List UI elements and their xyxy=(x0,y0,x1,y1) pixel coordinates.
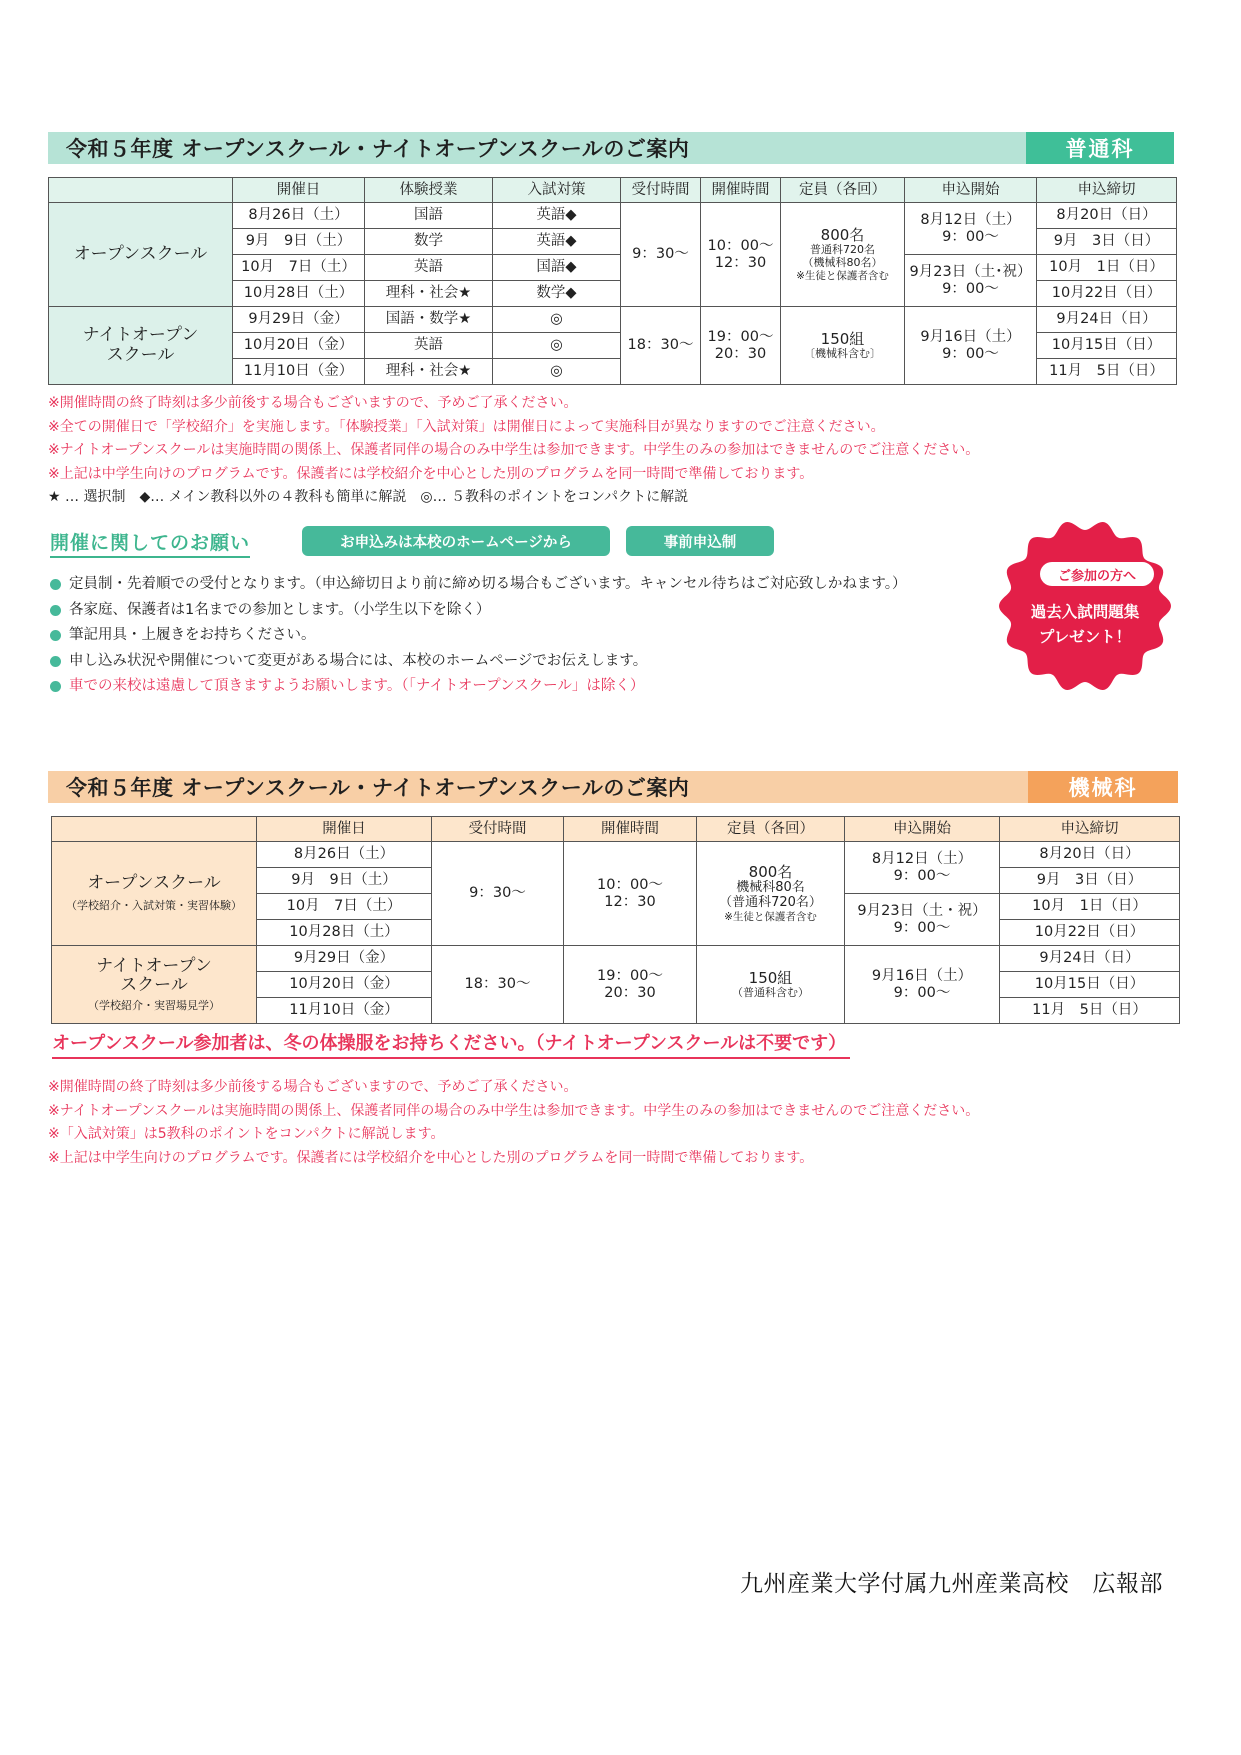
application-start xyxy=(845,894,1000,946)
badge-text-line1: 過去入試問題集 xyxy=(1030,603,1140,621)
event-time-end: 12：30 xyxy=(604,893,656,910)
reception-time: 18：30～ xyxy=(432,946,564,1024)
application-start xyxy=(905,203,1037,255)
event-time-end: 20：30 xyxy=(714,345,767,362)
event-time xyxy=(564,842,697,946)
event-date: 9月29日（金） xyxy=(257,946,432,972)
application-deadline: 10月22日（日） xyxy=(1037,281,1177,307)
kikai-notes xyxy=(48,1076,979,1170)
exam-prep: ◎ xyxy=(493,307,621,333)
header-cell: 受付時間 xyxy=(621,178,701,203)
event-time xyxy=(701,203,781,307)
table-header-row xyxy=(52,817,1180,842)
list-item-text: 各家庭、保護者は1名までの参加とします。（小学生以下を除く） xyxy=(69,601,491,618)
note-line: ※開催時間の終了時刻は多少前後する場合もございますので、予めご了承ください。 xyxy=(48,1079,578,1095)
event-date: 9月 9日（土） xyxy=(233,229,365,255)
exam-prep: ◎ xyxy=(493,333,621,359)
application-start-date: 8月12日（土） xyxy=(871,850,973,867)
header-cell: 申込締切 xyxy=(1000,817,1180,842)
application-deadline: 9月 3日（日） xyxy=(1037,229,1177,255)
night-school-label-line1: ナイトオープン xyxy=(82,324,199,345)
application-deadline: 8月20日（日） xyxy=(1000,842,1180,868)
application-start-date: 9月23日（土･祝） xyxy=(909,263,1032,280)
header-cell: 開催日 xyxy=(233,178,365,203)
capacity-total: 150組 xyxy=(748,968,793,987)
application-start-time: 9：00～ xyxy=(893,919,951,936)
trial-lesson: 理科・社会★ xyxy=(365,359,493,385)
event-time-start: 19：00～ xyxy=(597,967,663,984)
event-time-start: 19：00～ xyxy=(707,328,774,345)
application-deadline: 10月15日（日） xyxy=(1000,972,1180,998)
bullet-icon xyxy=(50,681,61,692)
bullet-icon xyxy=(50,605,61,616)
capacity-total: 800名 xyxy=(820,226,865,245)
header-cell: 申込開始 xyxy=(905,178,1037,203)
event-date: 10月28日（土） xyxy=(257,920,432,946)
application-start-time: 9：00～ xyxy=(942,280,999,297)
application-start-time: 9：00～ xyxy=(942,228,999,245)
application-start-date: 9月16日（土） xyxy=(871,967,973,984)
capacity-detail: （機械科80名） xyxy=(802,256,883,270)
kikai-section-header xyxy=(48,771,1178,803)
capacity xyxy=(697,842,845,946)
night-school-label-line1: ナイトオープン xyxy=(96,955,212,976)
footer-credit: 九州産業大学付属九州産業高校 広報部 xyxy=(740,1571,1163,1597)
apply-via-website-label: お申込みは本校のホームページから xyxy=(302,526,610,556)
trial-lesson: 国語 xyxy=(365,203,493,229)
reception-time: 9：30～ xyxy=(432,842,564,946)
capacity-detail: （普通科720名） xyxy=(719,895,822,911)
kikai-dept-badge: 機械科 xyxy=(1028,771,1178,803)
exam-prep: ◎ xyxy=(493,359,621,385)
night-school-label-line2: スクール xyxy=(120,975,188,996)
trial-lesson: 英語 xyxy=(365,333,493,359)
application-deadline: 9月24日（日） xyxy=(1037,307,1177,333)
event-time-end: 20：30 xyxy=(604,984,656,1001)
exam-prep: 国語◆ xyxy=(493,255,621,281)
application-start-date: 9月16日（土） xyxy=(920,328,1021,345)
note-line: ※「入試対策」は5教科のポイントをコンパクトに解説します。 xyxy=(48,1126,445,1142)
list-item xyxy=(50,572,907,598)
application-start-date: 9月23日（土・祝） xyxy=(857,902,987,919)
open-school-label: オープンスクール xyxy=(49,203,233,307)
capacity-total: 800名 xyxy=(748,862,793,881)
table-row xyxy=(52,842,1180,868)
event-date: 9月 9日（土） xyxy=(257,868,432,894)
futsuka-section-title: 令和５年度 オープンスクール・ナイトオープンスクールのご案内 xyxy=(66,137,690,161)
legend-line: ★ … 選択制 ◆… メイン教科以外の４教科も簡単に解説 ◎… ５教科のポイントをコンパクトに解説 xyxy=(48,489,689,505)
application-deadline: 11月 5日（日） xyxy=(1000,998,1180,1024)
application-start xyxy=(905,255,1037,307)
list-item-text: 申し込み状況や開催について変更がある場合には、本校のホームページでお伝えします。 xyxy=(69,652,648,669)
event-time-end: 12：30 xyxy=(714,254,767,271)
event-time-start: 10：00～ xyxy=(597,876,663,893)
header-cell: 開催時間 xyxy=(564,817,697,842)
header-cell: 定員（各回） xyxy=(697,817,845,842)
request-list xyxy=(50,572,907,700)
table-row xyxy=(49,307,1177,333)
application-deadline: 9月 3日（日） xyxy=(1000,868,1180,894)
night-school-label-sub: （学校紹介・実習場見学） xyxy=(88,998,220,1012)
kikai-schedule-table xyxy=(51,816,1180,1024)
header-cell: 入試対策 xyxy=(493,178,621,203)
note-line: ※全ての開催日で「学校紹介」を実施します。「体験授業」「入試対策」は開催日によって実施科目が異なりますのでご注意ください。 xyxy=(48,418,885,435)
capacity-total: 150組 xyxy=(820,329,865,348)
note-line: ※開催時間の終了時刻は多少前後する場合もございますので、予めご了承ください。 xyxy=(48,395,578,411)
futsuka-schedule-table xyxy=(48,177,1177,385)
trial-lesson: 理科・社会★ xyxy=(365,281,493,307)
table-header-row xyxy=(49,178,1177,203)
note-line: ※ナイトオープンスクールは実施時間の関係上、保護者同伴の場合のみ中学生は参加できます。中学生のみの参加はできませんのでご注意ください。 xyxy=(48,1102,980,1119)
header-cell: 体験授業 xyxy=(365,178,493,203)
capacity-note: ※生徒と保護者含む xyxy=(796,269,889,282)
list-item xyxy=(50,649,907,675)
capacity-detail: 普通科720名 xyxy=(810,243,875,257)
list-item xyxy=(50,623,907,649)
trial-lesson: 英語 xyxy=(365,255,493,281)
reception-time: 9：30～ xyxy=(621,203,701,307)
application-start xyxy=(905,307,1037,385)
application-deadline: 11月 5日（日） xyxy=(1037,359,1177,385)
futsuka-section-header xyxy=(48,132,1174,164)
event-date: 11月10日（金） xyxy=(257,998,432,1024)
application-deadline: 9月24日（日） xyxy=(1000,946,1180,972)
bullet-icon xyxy=(50,579,61,590)
capacity xyxy=(781,203,905,307)
header-cell: 定員（各回） xyxy=(781,178,905,203)
header-cell: 申込締切 xyxy=(1037,178,1177,203)
open-school-label-main: オープンスクール xyxy=(87,873,221,894)
header-cell: 開催時間 xyxy=(701,178,781,203)
capacity-detail: 〔機械科含む〕 xyxy=(804,346,881,360)
trial-lesson: 数学 xyxy=(365,229,493,255)
list-item xyxy=(50,598,907,624)
futsuka-dept-badge: 普通科 xyxy=(1026,132,1174,164)
trial-lesson: 国語・数学★ xyxy=(365,307,493,333)
event-date: 10月20日（金） xyxy=(257,972,432,998)
event-date: 8月26日（土） xyxy=(257,842,432,868)
bullet-icon xyxy=(50,630,61,641)
reception-time: 18：30～ xyxy=(621,307,701,385)
application-deadline: 10月 1日（日） xyxy=(1000,894,1180,920)
note-line: ※上記は中学生向けのプログラムです。保護者には学校紹介を中心とした別のプログラムを同一時間で準備しております。 xyxy=(48,1149,814,1166)
pre-registration-label: 事前申込制 xyxy=(626,526,774,556)
night-school-label-line2: スクール xyxy=(106,344,175,365)
note-line: ※ナイトオープンスクールは実施時間の関係上、保護者同伴の場合のみ中学生は参加できます。中学生のみの参加はできませんのでご注意ください。 xyxy=(48,442,980,458)
event-date: 11月10日（金） xyxy=(233,359,365,385)
application-start xyxy=(845,946,1000,1024)
capacity xyxy=(697,946,845,1024)
night-school-label xyxy=(49,307,233,385)
night-school-label xyxy=(52,946,257,1024)
table-row xyxy=(52,946,1180,972)
event-date: 10月28日（土） xyxy=(233,281,365,307)
badge-pill-label: ご参加の方へ xyxy=(1040,562,1154,586)
application-start-date: 8月12日（土） xyxy=(920,211,1021,228)
badge-text-line2: プレゼント！ xyxy=(1038,628,1132,646)
application-deadline: 10月22日（日） xyxy=(1000,920,1180,946)
open-school-label xyxy=(52,842,257,946)
capacity-detail: （普通科含む） xyxy=(732,985,809,999)
application-deadline: 10月 1日（日） xyxy=(1037,255,1177,281)
event-date: 8月26日（土） xyxy=(233,203,365,229)
table-row xyxy=(49,203,1177,229)
bullet-icon xyxy=(50,656,61,667)
kikai-section-title: 令和５年度 オープンスクール・ナイトオープンスクールのご案内 xyxy=(66,776,690,800)
application-start xyxy=(845,842,1000,894)
application-deadline: 10月15日（日） xyxy=(1037,333,1177,359)
header-cell: 受付時間 xyxy=(432,817,564,842)
event-time-start: 10：00～ xyxy=(707,237,774,254)
capacity-detail: 機械科80名 xyxy=(736,880,805,896)
application-start-time: 9：00～ xyxy=(893,867,951,884)
header-cell: 開催日 xyxy=(257,817,432,842)
application-start-time: 9：00～ xyxy=(942,345,999,362)
capacity xyxy=(781,307,905,385)
list-item-text: 定員制・先着順での受付となります。（申込締切日より前に締め切る場合もございます。キャンセル待ちはご対応致しかねます。） xyxy=(69,576,907,592)
event-time xyxy=(701,307,781,385)
open-school-label-sub: （学校紹介・入試対策・実習体験） xyxy=(66,898,242,912)
application-deadline: 8月20日（日） xyxy=(1037,203,1177,229)
event-date: 10月 7日（土） xyxy=(233,255,365,281)
header-cell: 申込開始 xyxy=(845,817,1000,842)
event-date: 9月29日（金） xyxy=(233,307,365,333)
list-item-text: 筆記用具・上履きをお持ちください。 xyxy=(69,627,316,643)
note-line: ※上記は中学生向けのプログラムです。保護者には学校紹介を中心とした別のプログラムを同一時間で準備しております。 xyxy=(48,465,814,482)
event-date: 10月20日（金） xyxy=(233,333,365,359)
list-item xyxy=(50,674,907,700)
list-item-text: 車での来校は遠慮して頂きますようお願いします。（「ナイトオープンスクール」は除く） xyxy=(69,678,645,694)
exam-prep: 英語◆ xyxy=(493,203,621,229)
exam-prep: 数学◆ xyxy=(493,281,621,307)
winter-gym-clothes-note: オープンスクール参加者は、冬の体操服をお持ちください。（ナイトオープンスクールは不要です） xyxy=(52,1029,850,1059)
header-cell xyxy=(52,817,257,842)
request-section-title: 開催に関してのお願い xyxy=(50,528,250,558)
exam-prep: 英語◆ xyxy=(493,229,621,255)
futsuka-notes xyxy=(48,392,979,510)
application-start-time: 9：00～ xyxy=(893,984,951,1001)
event-date: 10月 7日（土） xyxy=(257,894,432,920)
event-time xyxy=(564,946,697,1024)
header-cell xyxy=(49,178,233,203)
capacity-note: ※生徒と保護者含む xyxy=(724,911,817,924)
